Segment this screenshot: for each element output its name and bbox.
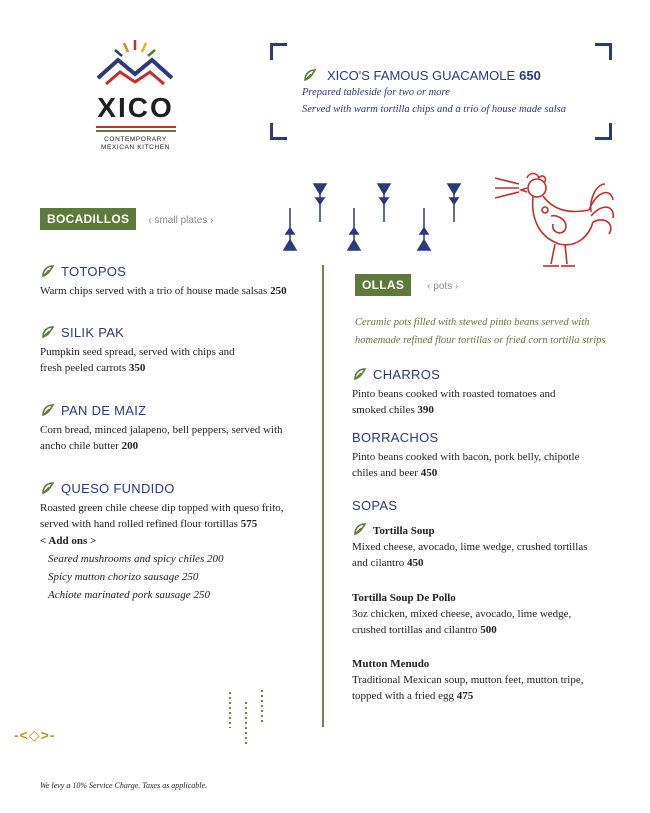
chili-icon xyxy=(40,403,56,417)
logo-mark xyxy=(88,38,183,88)
item-description: smoked chiles xyxy=(352,404,415,416)
brand-underline-2 xyxy=(96,130,176,132)
item-name: CHARROS xyxy=(373,367,441,382)
corner-bracket xyxy=(270,123,287,140)
corner-bracket xyxy=(595,123,612,140)
chili-icon xyxy=(40,264,56,278)
feature-box xyxy=(270,43,612,140)
menu-item-tortilla-soup-de-pollo xyxy=(352,590,571,638)
item-name: QUESO FUNDIDO xyxy=(61,481,175,496)
menu-item-pan-de-maiz xyxy=(40,403,283,454)
feature-line-1: Prepared tableside for two or more xyxy=(302,87,450,98)
item-price: 390 xyxy=(417,404,434,416)
chili-icon xyxy=(302,68,318,82)
tribal-arrows-decoration xyxy=(278,180,468,255)
chili-icon xyxy=(352,367,368,381)
corner-bracket xyxy=(595,43,612,60)
item-name: SILIK PAK xyxy=(61,325,125,340)
column-divider xyxy=(322,265,324,727)
item-description: Traditional Mexican soup, mutton feet, mutton tripe, xyxy=(352,674,584,686)
item-description: served with hand rolled refined flour tortillas xyxy=(40,518,238,530)
item-price: 200 xyxy=(121,440,139,452)
item-description: chiles and beer xyxy=(352,467,418,479)
brand-tagline: CONTEMPORARY MEXICAN KITCHEN xyxy=(101,136,170,151)
item-description: Pumpkin seed spread, served with chips and xyxy=(40,346,235,358)
item-description: Roasted green chile cheese dip topped with queso frito, xyxy=(40,502,284,514)
ollas-header xyxy=(355,276,458,294)
menu-item-silik-pak xyxy=(40,325,235,376)
menu-item-queso-fundido xyxy=(40,481,283,603)
section-tag-ollas: OLLAS xyxy=(355,274,411,296)
chili-icon xyxy=(40,481,56,495)
corner-bracket xyxy=(270,43,287,60)
bocadillos-header xyxy=(40,210,213,228)
item-name: Mutton Menudo xyxy=(352,658,430,670)
feature-title-row xyxy=(302,67,541,85)
item-description: Corn bread, minced jalapeno, bell peppers, served with xyxy=(40,424,283,436)
rooster-illustration xyxy=(493,170,618,270)
section-tag-bocadillos: BOCADILLOS xyxy=(40,208,136,230)
item-price: 250 xyxy=(270,285,287,297)
chili-icon xyxy=(40,325,56,339)
feature-price: 650 xyxy=(519,68,541,83)
item-name: Tortilla Soup xyxy=(373,525,435,537)
chili-icon xyxy=(352,522,368,536)
item-name: TOTOPOS xyxy=(61,264,127,279)
addon-item: Seared mushrooms and spicy chiles 200 xyxy=(48,553,224,565)
item-description: fresh peeled carrots xyxy=(40,362,127,374)
item-price: 500 xyxy=(480,624,497,636)
item-description: ancho chile butter xyxy=(40,440,119,452)
section-subtitle-ollas: ‹ pots › xyxy=(427,281,459,292)
item-price: 450 xyxy=(420,467,438,479)
item-price: 350 xyxy=(128,362,146,374)
menu-item-tortilla-soup xyxy=(352,522,588,571)
section-heading-sopas: SOPAS xyxy=(352,498,398,513)
item-price: 450 xyxy=(406,557,424,569)
feature-title: XICO'S FAMOUS GUACAMOLE xyxy=(327,68,516,83)
item-description: crushed tortillas and cilantro xyxy=(352,624,478,636)
item-name: Tortilla Soup De Pollo xyxy=(352,592,456,604)
logo xyxy=(88,38,183,151)
service-charge-note: We levy a 10% Service Charge. Taxes as applicable. xyxy=(40,781,208,790)
item-description: and cilantro xyxy=(352,557,405,569)
section-subtitle-bocadillos: ‹ small plates › xyxy=(148,215,214,226)
brand-name: XICO xyxy=(97,92,174,123)
footer-ornament: -<◇>- xyxy=(14,727,56,743)
item-description: Pinto beans cooked with bacon, pork belly, chipotle xyxy=(352,451,580,463)
item-description: Pinto beans cooked with roasted tomatoes and xyxy=(352,388,556,400)
ollas-intro: Ceramic pots filled with stewed pinto beans served with homemade refined flour tortillas or fried corn tortilla strips xyxy=(355,317,606,346)
menu-item-mutton-menudo xyxy=(352,656,583,704)
item-description: Warm chips served with a trio of house made salsas xyxy=(40,285,268,297)
feature-line-2: Served with warm tortilla chips and a trio of house made salsa xyxy=(302,104,566,115)
menu-item-totopos xyxy=(40,264,287,299)
item-price: 575 xyxy=(240,518,258,530)
item-description: topped with a fried egg xyxy=(352,690,455,702)
item-price: 475 xyxy=(456,690,474,702)
item-name: BORRACHOS xyxy=(352,430,439,445)
menu-item-charros xyxy=(352,367,555,418)
item-name: PAN DE MAIZ xyxy=(61,403,147,418)
item-description: 3oz chicken, mixed cheese, avocado, lime wedge, xyxy=(352,608,572,620)
addon-item: Achiote marinated pork sausage 250 xyxy=(48,589,210,601)
addons-label: < Add ons > xyxy=(40,535,97,547)
menu-item-borrachos xyxy=(352,430,580,481)
brand-underline xyxy=(96,126,176,128)
addon-item: Spicy mutton chorizo sausage 250 xyxy=(48,571,199,583)
dotted-lines-decoration xyxy=(224,688,274,750)
item-description: Mixed cheese, avocado, lime wedge, crushed tortillas xyxy=(352,541,588,553)
